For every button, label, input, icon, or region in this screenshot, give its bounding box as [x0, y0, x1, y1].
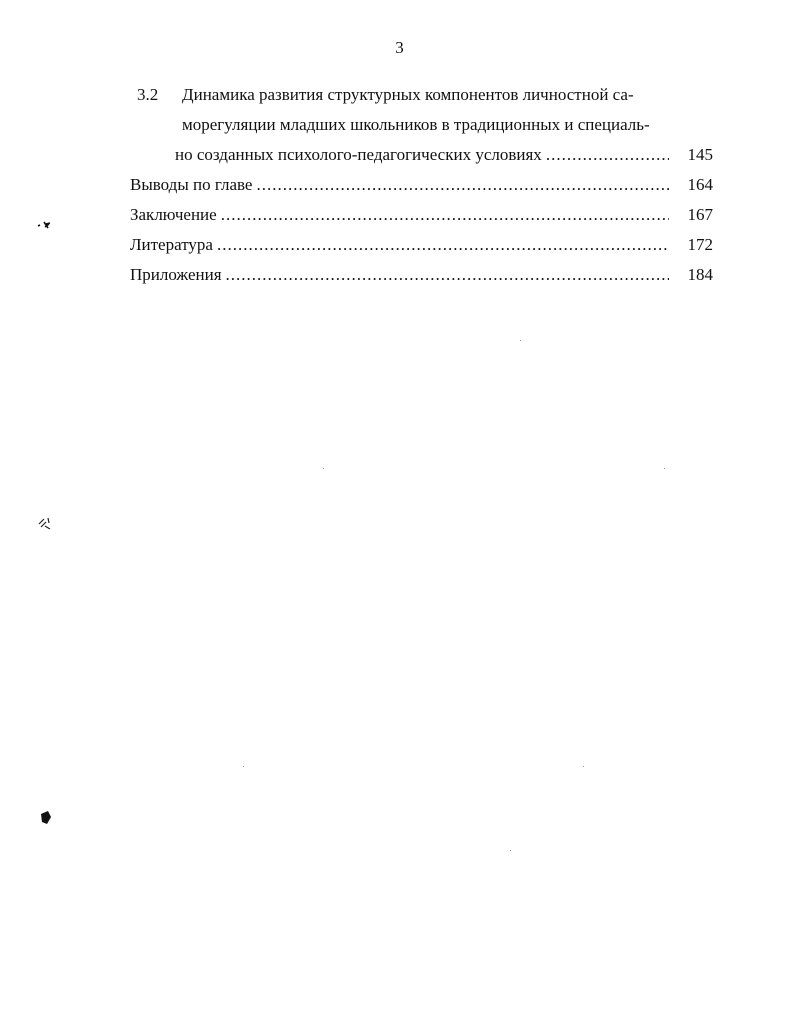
- toc-entry-page: 164: [687, 175, 713, 194]
- scan-speck: [664, 468, 665, 469]
- toc-entry-literature: [130, 230, 713, 260]
- table-of-contents: [130, 80, 713, 290]
- toc-entry-appendices: [130, 260, 713, 290]
- dot-leader: [256, 170, 669, 200]
- toc-entry-title: Заключение: [130, 205, 217, 224]
- toc-entry-page: 172: [687, 235, 713, 254]
- toc-entry-summary: [130, 200, 713, 230]
- toc-section-continuation: [130, 110, 713, 140]
- section-number: 3.2: [137, 85, 159, 104]
- scan-speck: [243, 766, 244, 767]
- toc-entry-title: Выводы по главе: [130, 175, 253, 194]
- dot-leader: [217, 230, 669, 260]
- dot-leader: [546, 140, 669, 170]
- toc-entry-title: Литература: [130, 235, 213, 254]
- dot-leader: [226, 260, 669, 290]
- toc-entry-conclusions: [130, 170, 713, 200]
- page-number: 3: [395, 38, 404, 57]
- scan-speck: [583, 766, 584, 767]
- toc-entry-page: 184: [687, 265, 713, 284]
- section-page-number: 145: [687, 145, 713, 164]
- section-title-line-1: Динамика развития структурных компонентов личностной са-: [182, 85, 634, 104]
- toc-entry-title: Приложения: [130, 265, 222, 284]
- section-title-line-3: но созданных психолого-педагогических условиях: [175, 145, 542, 164]
- scan-artifact-mark: [36, 218, 54, 232]
- toc-section-final-line: [130, 140, 713, 170]
- toc-section-heading: [130, 80, 713, 110]
- scan-speck: [510, 850, 511, 851]
- scan-speck: [323, 468, 324, 469]
- toc-entry-page: 167: [687, 205, 713, 224]
- scan-artifact-mark: [36, 515, 54, 533]
- scan-artifact-mark: [38, 808, 54, 828]
- scan-speck: [520, 340, 521, 341]
- dot-leader: [221, 200, 669, 230]
- section-title-line-2: морегуляции младших школьников в традиционных и специаль-: [182, 115, 650, 134]
